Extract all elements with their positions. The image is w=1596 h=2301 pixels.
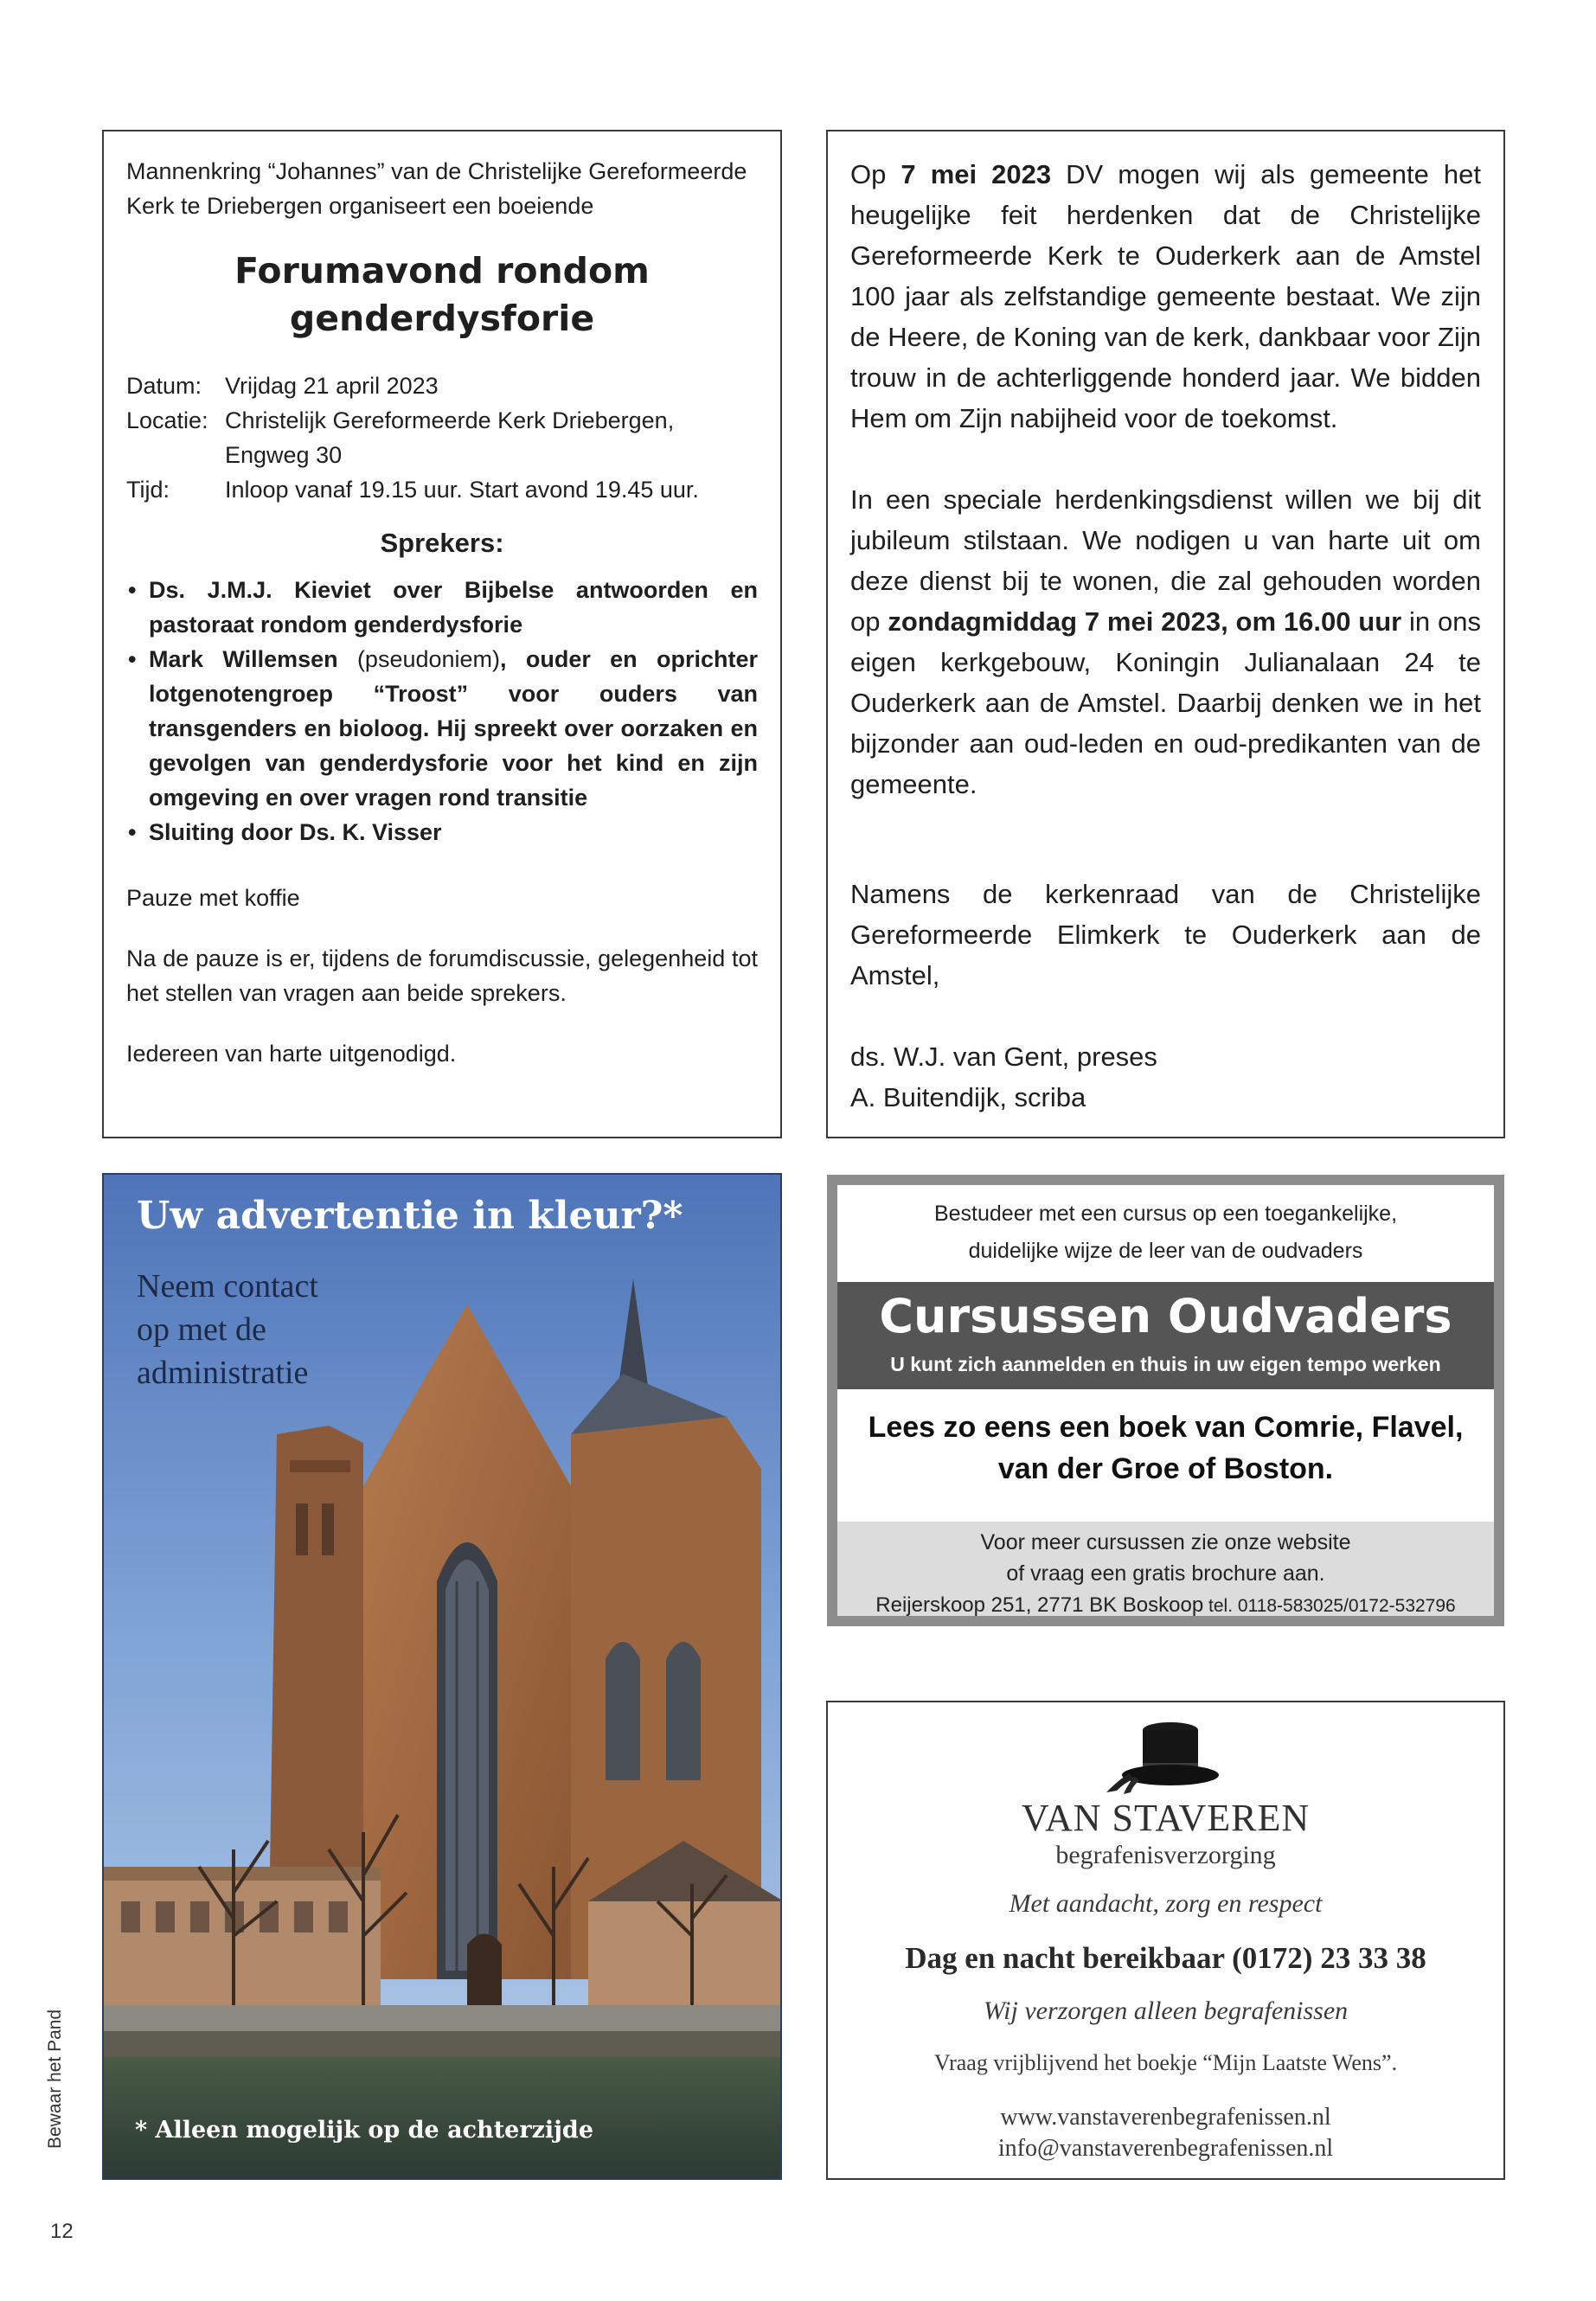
detail-row-time: Tijd: Inloop vanaf 19.15 uur. Start avond 19.45 uur. (126, 477, 699, 503)
funeral-ad (826, 1701, 1505, 2180)
speaker-list (126, 573, 758, 849)
course-ad-intro: Bestudeer met een cursus op een toegankelijke, duidelijke wijze de leer van de oudvaders (837, 1185, 1494, 1282)
pause-text: Pauze met koffie (126, 885, 300, 911)
detail-row-date: Datum: Vrijdag 21 april 2023 (126, 373, 439, 399)
funeral-only: Wij verzorgen alleen begrafenissen (983, 1997, 1349, 2025)
funeral-contact (828, 2102, 1503, 2164)
course-ad-heading: Cursussen Oudvaders (879, 1289, 1452, 1343)
side-text: Bewaar het Pand (45, 2009, 65, 2149)
forum-intro: Mannenkring “Johannes” van de Christelijke Gereformeerde Kerk te Driebergen organiseert een boeiende (126, 158, 747, 219)
funeral-phone: Dag en nacht bereikbaar (0172) 23 33 38 (905, 1941, 1426, 1975)
color-ad (102, 1173, 782, 2180)
jubilee-paragraph-2: In een speciale herdenkingsdienst willen we bij dit jubileum stilstaan. We nodigen u van harte uit om deze dienst bij te wonen, die zal gehouden worden op zondagmiddag 7 mei 2023, om 16.00 uur in ons eigen kerkgebouw, Koningin Julianalaan 24 te Ouderkerk aan de Amstel. Daarbij denken we in het bijzonder aan oud-leden en oud-predikanten van de gemeente. (850, 484, 1481, 799)
speaker-item: • Sluiting door Ds. K. Visser (126, 815, 758, 849)
course-ad-contact: Voor meer cursussen zie onze website of vraag een gratis brochure aan. Reijerskoop 251, 2771 BK Boskoop tel. 0118-583025/0172-532796 (837, 1522, 1494, 1616)
funeral-brand: VAN STAVEREN (1021, 1797, 1311, 1839)
funeral-booklet: Vraag vrijblijvend het boekje “Mijn Laatste Wens”. (933, 2050, 1398, 2075)
color-ad-footnote: * Alleen mogelijk op de achterzijde (135, 2117, 593, 2144)
color-ad-subtitle: Neem contact op met de administratie (137, 1268, 318, 1391)
color-ad-title: Uw advertentie in kleur?* (137, 1194, 683, 1238)
forum-announcement (102, 130, 782, 1138)
funeral-website: www.vanstaverenbegrafenissen.nl (1000, 2104, 1331, 2131)
speaker-item: • Mark Willemsen (pseudoniem), ouder en oprichter lotgenotengroep “Troost” voor ouders van transgenders en bioloog. Hij spreekt over oorzaken en gevolgen van genderdysforie voor het kind en zijn omgeving en over vragen rond transitie (126, 642, 758, 815)
course-ad (827, 1175, 1504, 1626)
funeral-brand-sub: begrafenisverzorging (1055, 1841, 1276, 1869)
funeral-email: info@vanstaverenbegrafenissen.nl (997, 2135, 1334, 2162)
speakers-heading: Sprekers: (380, 528, 504, 558)
page-number: 12 (50, 2220, 74, 2243)
jubilee-announcement (826, 130, 1505, 1138)
welcome-text: Iedereen van harte uitgenodigd. (126, 1041, 457, 1067)
detail-row-location: Locatie: Christelijk Gereformeerde Kerk Driebergen, Engweg 30 (126, 407, 675, 468)
after-pause-text: Na de pauze is er, tijdens de forumdiscussie, gelegenheid tot het stellen van vragen aan beide sprekers. (126, 945, 758, 1006)
course-ad-reading: Lees zo eens een boek van Comrie, Flavel, van der Groe of Boston. (837, 1389, 1494, 1522)
course-ad-banner (837, 1282, 1494, 1389)
top-hat-icon (1103, 1716, 1233, 1794)
speaker-item: • Ds. J.M.J. Kieviet over Bijbelse antwoorden en pastoraat rondom genderdysforie (126, 573, 758, 642)
course-ad-subheading: U kunt zich aanmelden en thuis in uw eigen tempo werken (890, 1353, 1441, 1375)
jubilee-paragraph-1: Op 7 mei 2023 DV mogen wij als gemeente het heugelijke feit herdenken dat de Christelijke Gereformeerde Kerk te Ouderkerk aan de Amstel 100 jaar als zelfstandige gemeente bestaat. We zijn de Heere, de Koning van de kerk, dankbaar voor Zijn trouw in de achterliggende honderd jaar. We bidden Hem om Zijn nabijheid voor de toekomst. (850, 159, 1481, 433)
jubilee-signature: Namens de kerkenraad van de Christelijke Gereformeerde Elimkerk te Ouderkerk aan de Amstel, (850, 879, 1481, 990)
forum-details (126, 369, 758, 507)
forum-title: Forumavond rondom genderdysforie (234, 250, 650, 339)
funeral-motto: Met aandacht, zorg en respect (1009, 1889, 1323, 1918)
jubilee-names: ds. W.J. van Gent, preses A. Buitendijk, scriba (850, 1042, 1157, 1112)
